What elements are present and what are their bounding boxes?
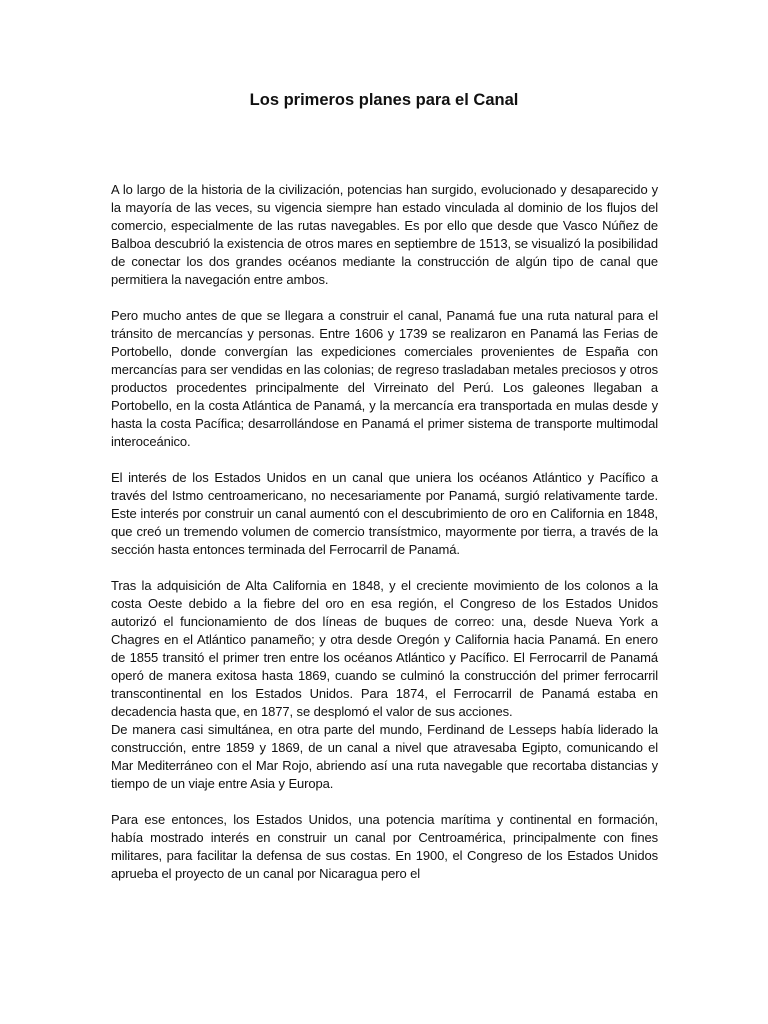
paragraph-1: A lo largo de la historia de la civilización, potencias han surgido, evolucionado y desaparecido y la mayoría de las veces, su vigencia siempre han estado vinculada al dominio de los flujos del comercio, especialmente de las rutas navegables. Es por ello que desde que Vasco Núñez de Balboa descubrió la existencia de otros mares en septiembre de 1513, se visualizó la posibilidad de conectar los dos grandes océanos mediante la construcción de algún tipo de canal que permitiera la navegación entre ambos.: [111, 182, 658, 287]
paragraph-5: De manera casi simultánea, en otra parte del mundo, Ferdinand de Lesseps había liderado la construcción, entre 1859 y 1869, de un canal a nivel que atravesaba Egipto, comunicando el Mar Mediterráneo con el Mar Rojo, abriendo así una ruta navegable que recortaba distancias y tiempo de un viaje entre Asia y Europa.: [111, 722, 658, 791]
document-body: [111, 181, 658, 883]
paragraph-4: Tras la adquisición de Alta California en 1848, y el creciente movimiento de los colonos a la costa Oeste debido a la fiebre del oro en esa región, el Congreso de los Estados Unidos autorizó el funcionamiento de dos líneas de buques de correo: una, desde Nueva York a Chagres en el Atlántico panameño; y otra desde Oregón y California hacia Panamá. En enero de 1855 transitó el primer tren entre los océanos Atlántico y Pacífico. El Ferrocarril de Panamá operó de manera exitosa hasta 1869, cuando se culminó la construcción del primer ferrocarril transcontinental en los Estados Unidos. Para 1874, el Ferrocarril de Panamá estaba en decadencia hasta que, en 1877, se desplomó el valor de sus acciones.: [111, 578, 658, 719]
paragraph-3: El interés de los Estados Unidos en un canal que uniera los océanos Atlántico y Pacífico a través del Istmo centroamericano, no necesariamente por Panamá, surgió relativamente tarde. Este interés por construir un canal aumentó con el descubrimiento de oro en California en 1848, que creó un tremendo volumen de comercio transístmico, mayormente por tierra, a través de la sección hasta entonces terminada del Ferrocarril de Panamá.: [111, 470, 658, 557]
paragraph-6: Para ese entonces, los Estados Unidos, una potencia marítima y continental en formación, había mostrado interés en construir un canal por Centroamérica, principalmente con fines militares, para facilitar la defensa de sus costas. En 1900, el Congreso de los Estados Unidos aprueba el proyecto de un canal por Nicaragua pero el: [111, 812, 658, 881]
paragraph-2: Pero mucho antes de que se llegara a construir el canal, Panamá fue una ruta natural para el tránsito de mercancías y personas. Entre 1606 y 1739 se realizaron en Panamá las Ferias de Portobello, donde convergían las expediciones comerciales provenientes de España con mercancías para ser vendidas en las colonias; de regreso trasladaban metales preciosos y otros productos procedentes principalmente del Virreinato del Perú. Los galeones llegaban a Portobello, en la costa Atlántica de Panamá, y la mercancía era transportada en mulas desde y hasta la costa Pacífica; desarrollándose en Panamá el primer sistema de transporte multimodal interoceánico.: [111, 308, 658, 449]
page-title: Los primeros planes para el Canal: [249, 91, 519, 109]
